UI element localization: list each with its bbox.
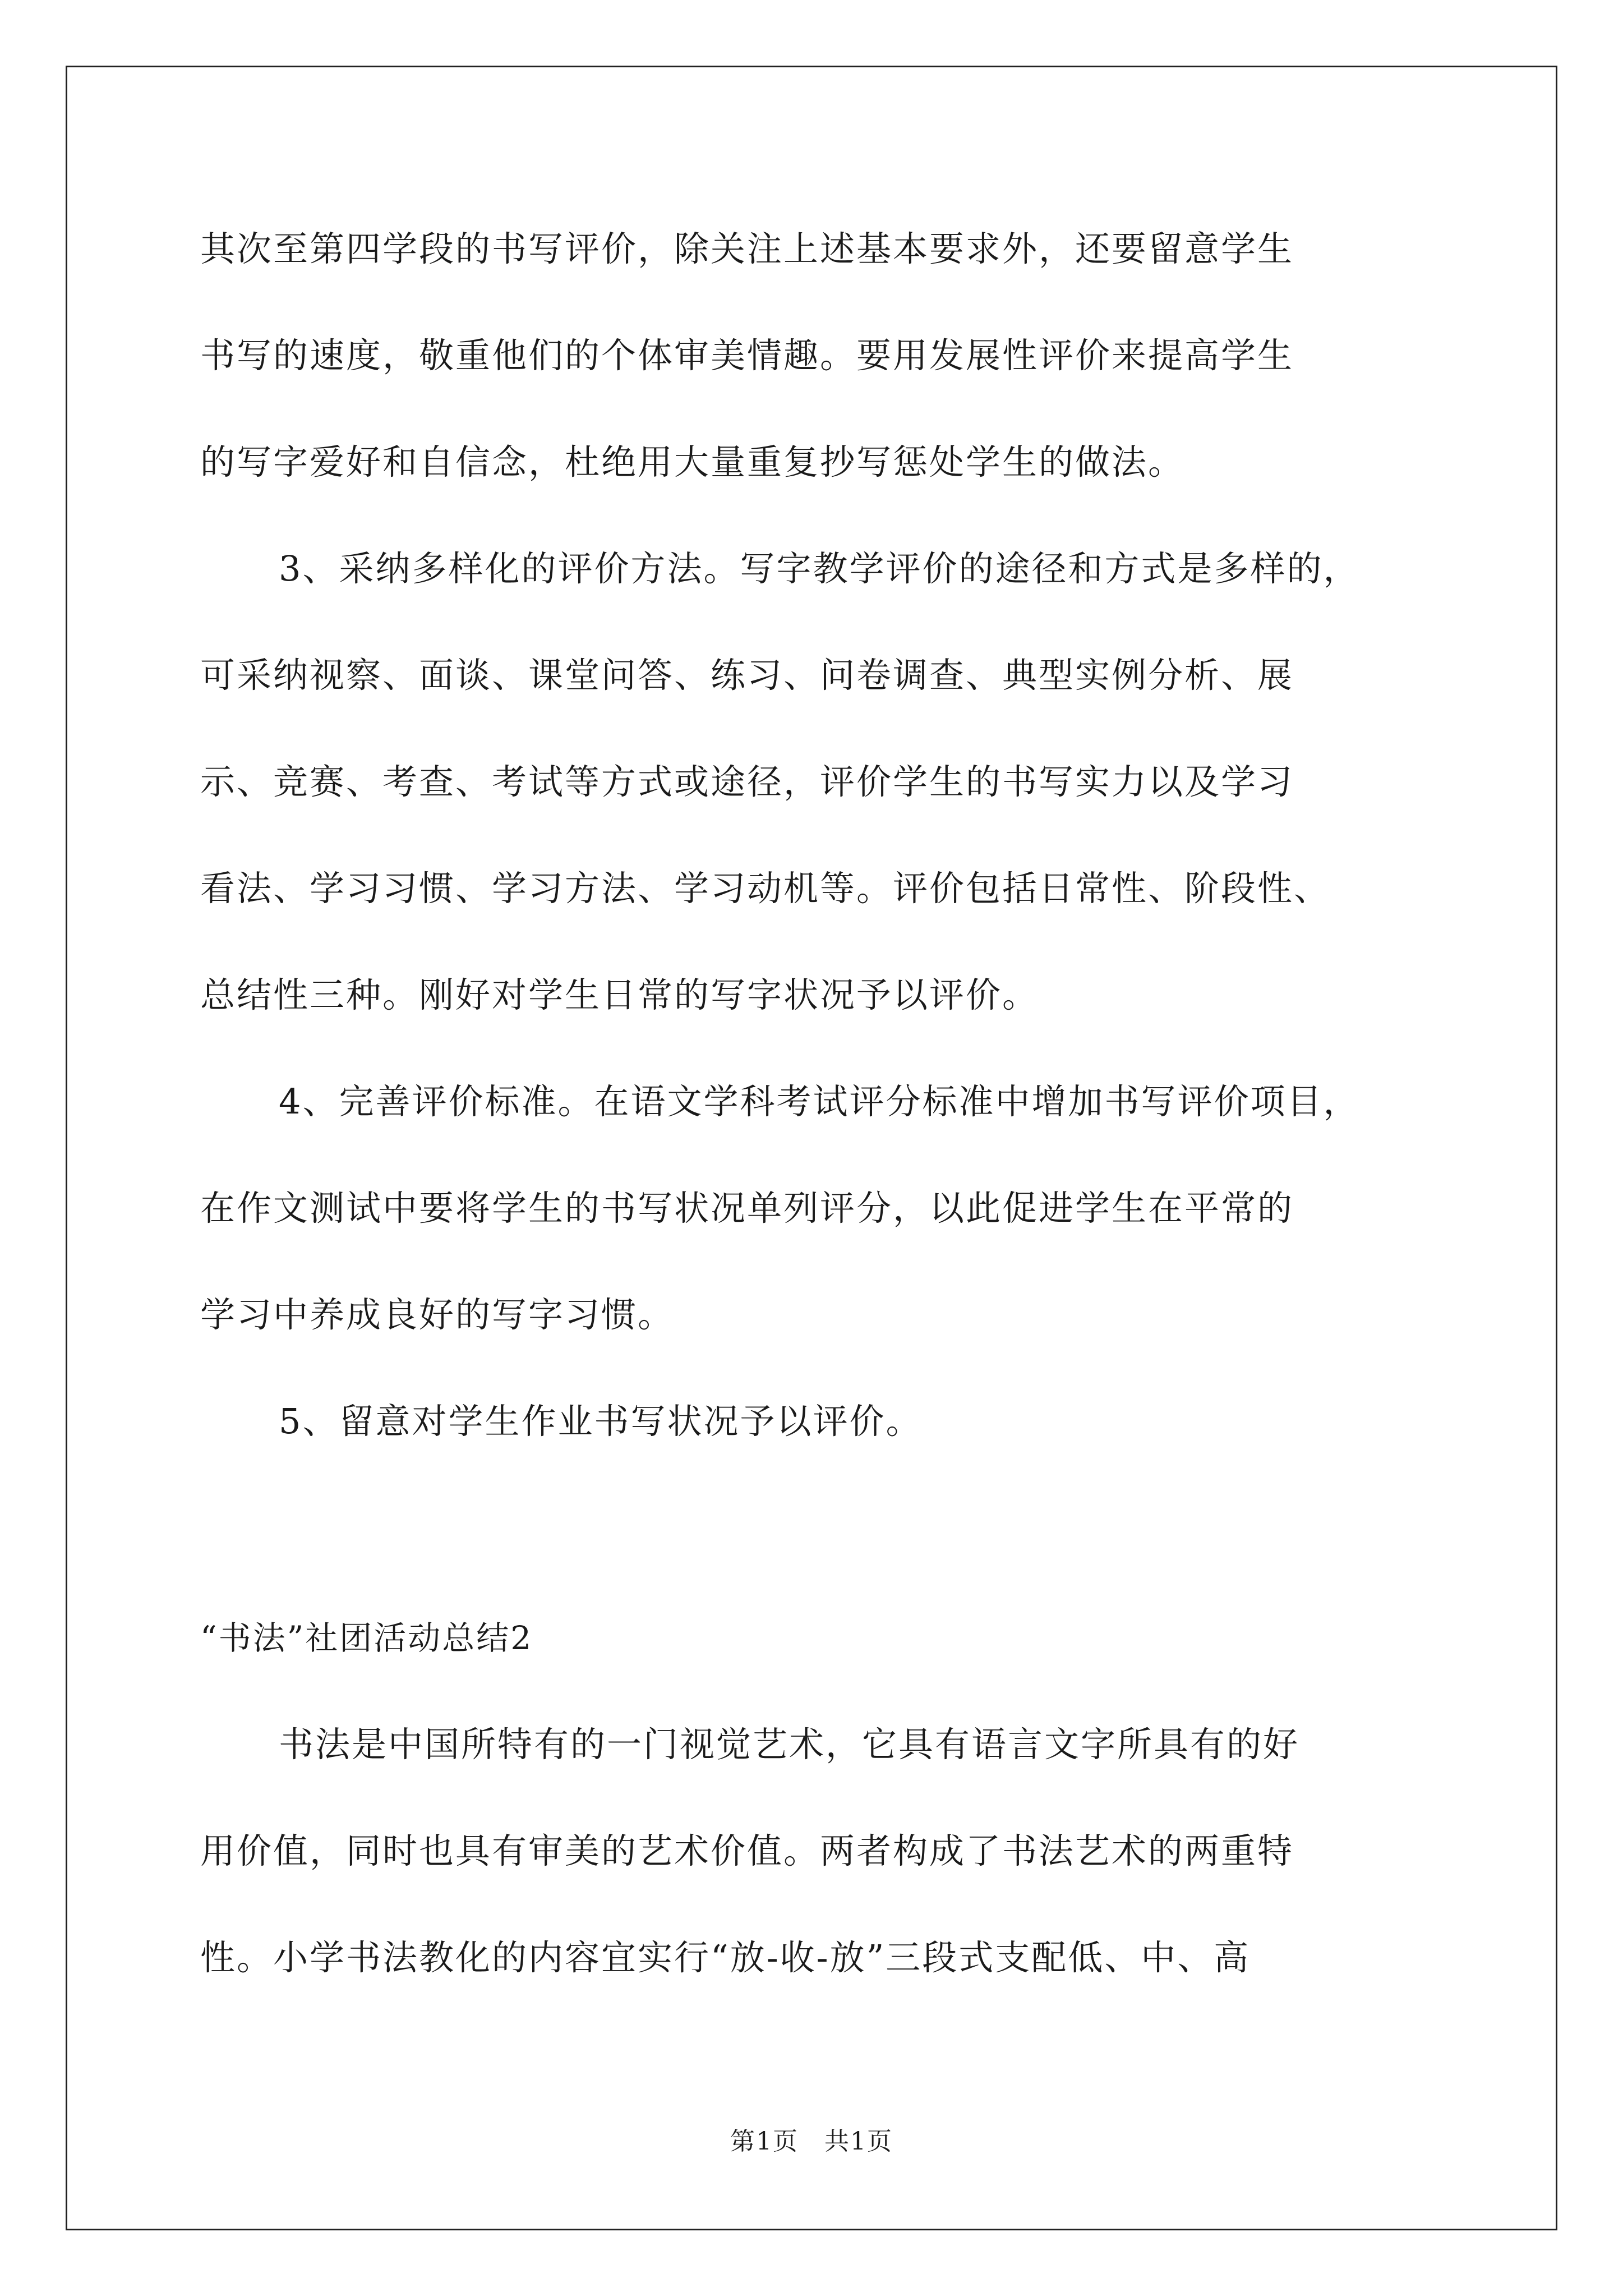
page-border bbox=[66, 66, 1557, 2230]
section-paragraph-line-2: 用价值，同时也具有审美的艺术价值。两者构成了书法艺术的两重特 bbox=[200, 1830, 1294, 1871]
paragraph-1-line-1: 其次至第四学段的书写评价，除关注上述基本要求外，还要留意学生 bbox=[200, 228, 1294, 269]
paragraph-1-line-3: 的写字爱好和自信念，杜绝用大量重复抄写惩处学生的做法。 bbox=[200, 441, 1185, 482]
paragraph-1-line-2: 书写的速度，敬重他们的个体审美情趣。要用发展性评价来提高学生 bbox=[200, 335, 1294, 376]
paragraph-3-line-2: 在作文测试中要将学生的书写状况单列评分，以此促进学生在平常的 bbox=[200, 1188, 1294, 1228]
paragraph-2-line-1: 3、采纳多样化的评价方法。写字教学评价的途径和方式是多样的， bbox=[279, 548, 1360, 589]
paragraph-2-line-3: 示、竞赛、考查、考试等方式或途径，评价学生的书写实力以及学习 bbox=[200, 761, 1294, 802]
paragraph-3-line-1: 4、完善评价标准。在语文学科考试评分标准中增加书写评价项目， bbox=[279, 1081, 1360, 1122]
section-paragraph-line-3: 性。小学书法教化的内容宜实行“放-收-放”三段式支配低、中、高 bbox=[200, 1937, 1251, 1978]
paragraph-4-line-1: 5、留意对学生作业书写状况予以评价。 bbox=[279, 1401, 923, 1442]
paragraph-2-line-5: 总结性三种。刚好对学生日常的写字状况予以评价。 bbox=[200, 974, 1039, 1015]
page-footer: 第1页 共1页 bbox=[730, 2127, 893, 2156]
paragraph-2-line-2: 可采纳视察、面谈、课堂问答、练习、问卷调查、典型实例分析、展 bbox=[200, 655, 1294, 696]
section-paragraph-line-1: 书法是中国所特有的一门视觉艺术，它具有语言文字所具有的好 bbox=[279, 1724, 1300, 1765]
paragraph-2-line-4: 看法、学习习惯、学习方法、学习动机等。评价包括日常性、阶段性、 bbox=[200, 868, 1331, 909]
paragraph-3-line-3: 学习中养成良好的写字习惯。 bbox=[200, 1294, 675, 1335]
section-title: “书法”社团活动总结2 bbox=[200, 1619, 533, 1657]
